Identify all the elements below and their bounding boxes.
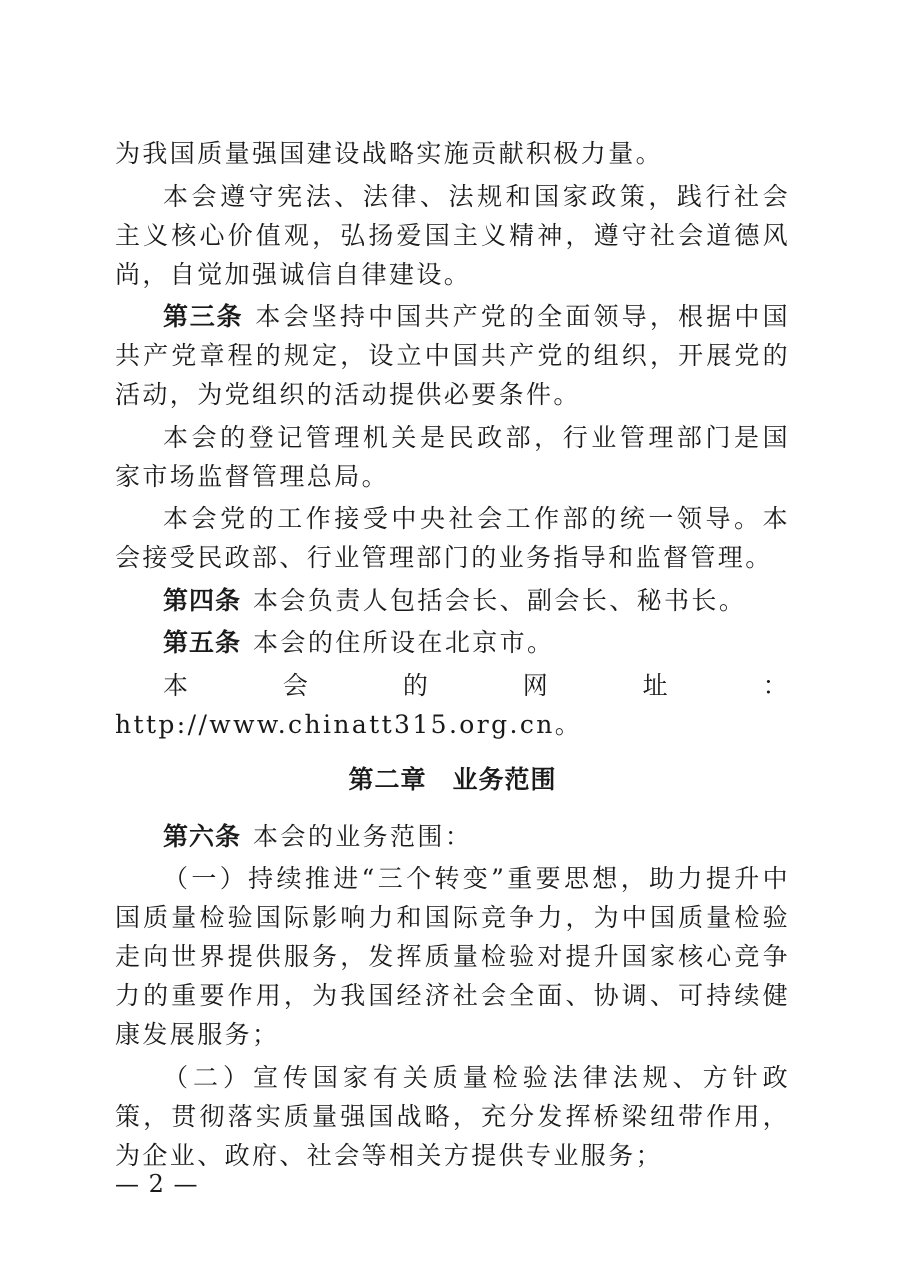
article-number: 第四条 xyxy=(163,585,242,615)
paragraph-registration-authority xyxy=(115,418,790,496)
paragraph-text: 本会的登记管理机关是民政部，行业管理部门是国家市场监督管理总局。 xyxy=(115,422,790,491)
paragraph-text: 本会的住所设在北京市。 xyxy=(253,628,555,657)
paragraph-text: （一）持续推进“三个转变”重要思想，助力提升中国质量检验国际影响力和国际竞争力，为中国质量检验走向世界提供服务，发挥质量检验对提升国家核心竞争力的重要作用，为我国经济社会全面、协调、可持续健康发展服务； xyxy=(115,864,790,1049)
article-5 xyxy=(115,623,790,662)
article-4 xyxy=(115,581,790,620)
paragraph-party-leadership xyxy=(115,499,790,577)
paragraph-text: 为我国质量强国建设战略实施贡献积极力量。 xyxy=(115,139,664,168)
paragraph-text: 本会的业务范围： xyxy=(253,821,473,851)
scope-item-1 xyxy=(115,859,790,1054)
paragraph-text: 本会的网址：http://www.chinatt315.org.cn。 xyxy=(115,670,790,739)
page-number: — 2 — xyxy=(115,1170,199,1198)
paragraph-text: 本会坚持中国共产党的全面领导，根据中国共产党章程的规定，设立中国共产党的组织，开展党的活动，为党组织的活动提供必要条件。 xyxy=(115,302,790,409)
article-3 xyxy=(115,297,790,414)
scope-item-2 xyxy=(115,1058,790,1175)
article-number: 第五条 xyxy=(163,628,242,657)
paragraph-text: 本会负责人包括会长、副会长、秘书长。 xyxy=(253,585,747,615)
chapter-title: 第二章 业务范围 xyxy=(348,764,557,794)
paragraph-text: 本会党的工作接受中央社会工作部的统一领导。本会接受民政部、行业管理部门的业务指导和监督管理。 xyxy=(115,504,790,572)
article-number: 第三条 xyxy=(163,302,244,331)
paragraph-text: 本会遵守宪法、法律、法规和国家政策，践行社会主义核心价值观，弘扬爱国主义精神，遵守社会道德风尚，自觉加强诚信自律建设。 xyxy=(115,181,790,289)
article-number: 第六条 xyxy=(163,821,242,851)
document-page xyxy=(115,134,790,1178)
paragraph-website xyxy=(115,666,790,744)
paragraph-compliance xyxy=(115,177,790,294)
article-6 xyxy=(115,817,790,856)
paragraph-continuation xyxy=(115,134,790,173)
paragraph-text: （二）宣传国家有关质量检验法律法规、方针政策，贯彻落实质量强国战略，充分发挥桥梁纽带作用，为企业、政府、社会等相关方提供专业服务； xyxy=(115,1062,790,1170)
